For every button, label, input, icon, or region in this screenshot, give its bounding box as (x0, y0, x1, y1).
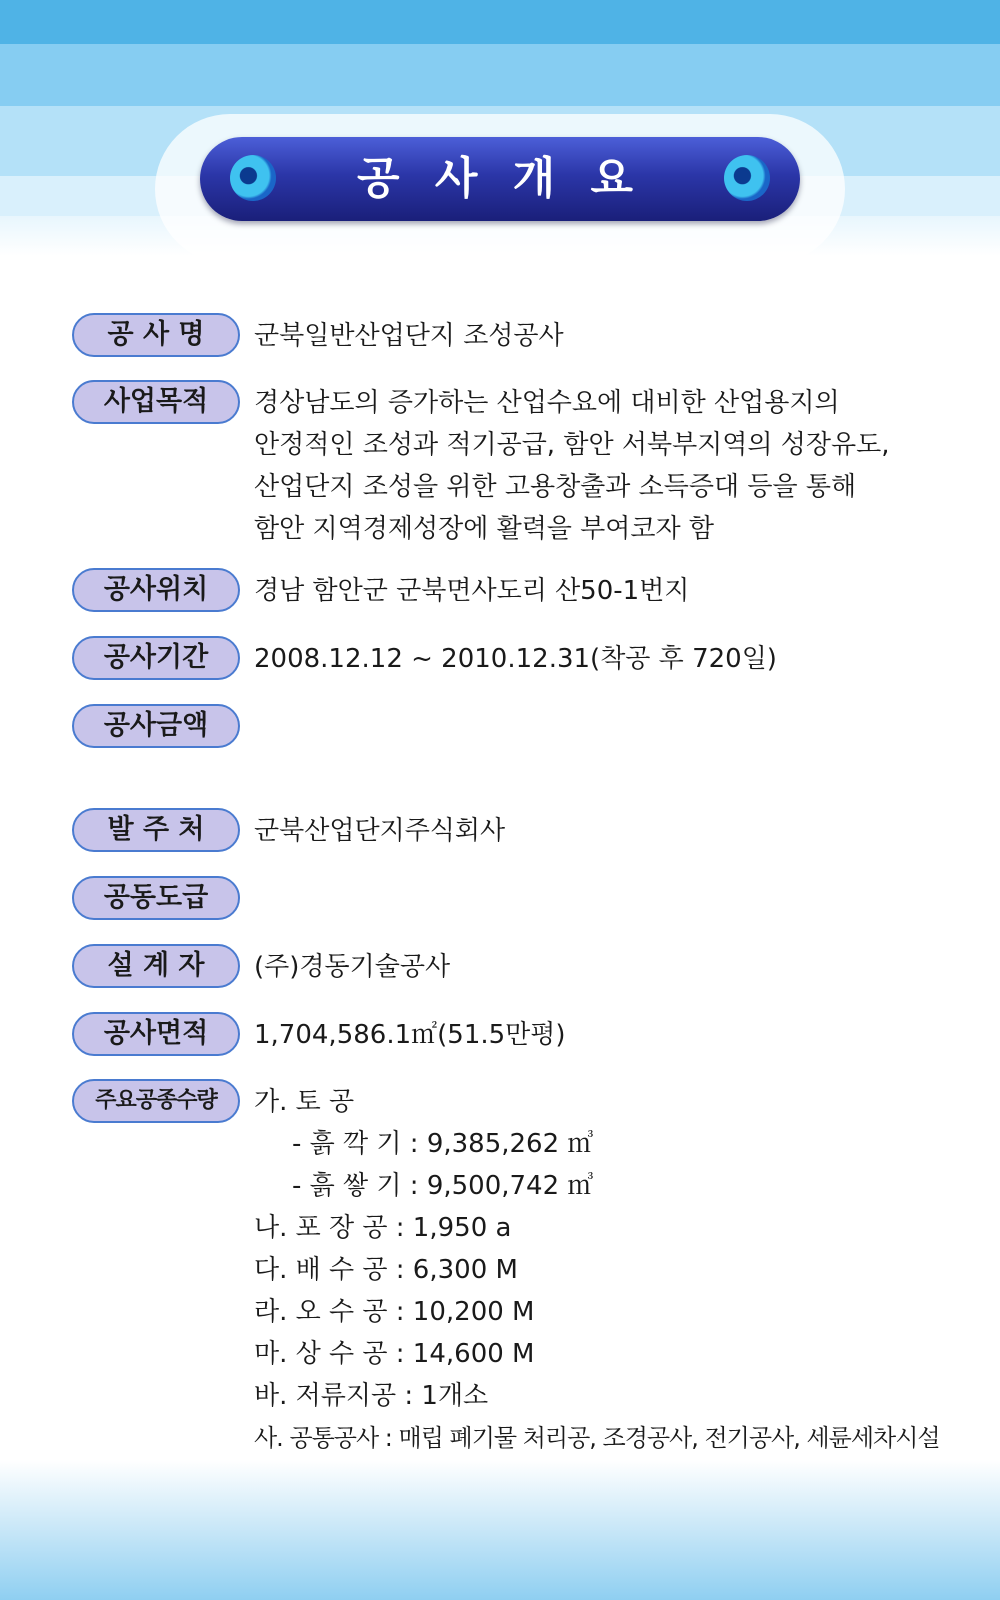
orb-right-icon (724, 155, 770, 201)
page-title: 공 사 개 요 (357, 153, 643, 204)
purpose-line: 경상남도의 증가하는 산업수요에 대비한 산업용지의 (254, 388, 840, 418)
label-location: 공사위치 (72, 568, 240, 612)
value-purpose (254, 382, 890, 550)
quantity-line: 사. 공통공사 : 매립 폐기물 처리공, 조경공사, 전기공사, 세륜세차시설 (254, 1424, 940, 1452)
value-project-name: 군북일반산업단지 조성공사 (254, 321, 564, 351)
quantity-line: - 흙 쌓 기 : 9,500,742 ㎥ (292, 1171, 594, 1201)
label-amount: 공사금액 (72, 704, 240, 748)
label-area: 공사면적 (72, 1012, 240, 1056)
title-banner (200, 137, 800, 221)
value-client: 군북산업단지주식회사 (254, 816, 506, 846)
quantity-line: 가. 토 공 (254, 1087, 355, 1117)
label-client: 발 주 처 (72, 808, 240, 852)
label-project-name: 공 사 명 (72, 313, 240, 357)
footer-band (0, 1460, 1000, 1600)
purpose-line: 함안 지역경제성장에 활력을 부여코자 함 (254, 514, 715, 544)
quantity-line: 바. 저류지공 : 1개소 (254, 1381, 489, 1411)
quantity-line: 마. 상 수 공 : 14,600 M (254, 1339, 535, 1369)
value-period: 2008.12.12 ~ 2010.12.31(착공 후 720일) (254, 644, 777, 674)
label-purpose: 사업목적 (72, 380, 240, 424)
quantity-line: - 흙 깍 기 : 9,385,262 ㎥ (292, 1129, 594, 1159)
purpose-line: 산업단지 조성을 위한 고용창출과 소득증대 등을 통해 (254, 472, 857, 502)
value-area: 1,704,586.1㎡(51.5만평) (254, 1020, 566, 1050)
quantity-line: 나. 포 장 공 : 1,950 a (254, 1213, 512, 1243)
label-quantities: 주요공종수량 (72, 1079, 240, 1123)
header-band-2 (0, 44, 1000, 106)
value-location: 경남 함안군 군북면사도리 산50-1번지 (254, 576, 690, 606)
label-designer: 설 계 자 (72, 944, 240, 988)
quantity-line: 다. 배 수 공 : 6,300 M (254, 1255, 518, 1285)
purpose-line: 안정적인 조성과 적기공급, 함안 서북부지역의 성장유도, (254, 430, 890, 460)
quantity-line: 라. 오 수 공 : 10,200 M (254, 1297, 535, 1327)
header-band-top (0, 0, 1000, 44)
value-designer: (주)경동기술공사 (254, 952, 451, 982)
label-joint: 공동도급 (72, 876, 240, 920)
quantities-list (254, 1081, 940, 1459)
label-period: 공사기간 (72, 636, 240, 680)
